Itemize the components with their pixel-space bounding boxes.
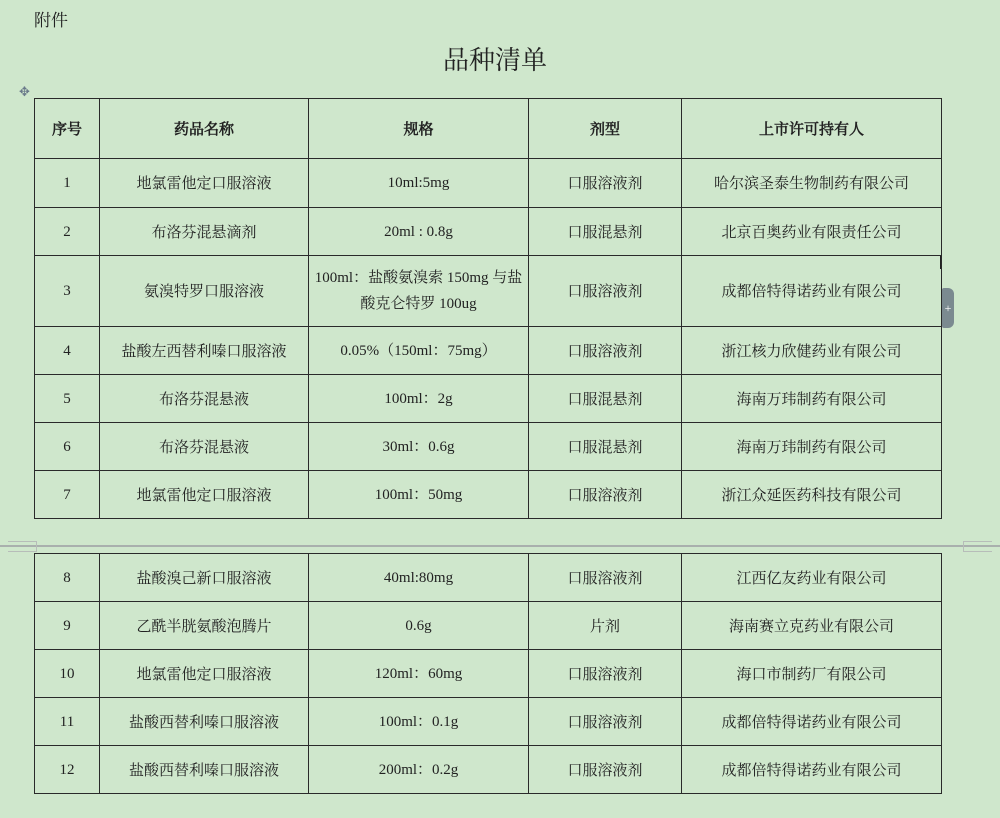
cell-holder: 浙江核力欣健药业有限公司 (682, 327, 942, 375)
cell-holder: 哈尔滨圣泰生物制药有限公司 (682, 159, 942, 208)
cell-spec: 100ml：50mg (309, 471, 529, 519)
cell-holder: 海南万玮制药有限公司 (682, 375, 942, 423)
cell-form: 口服溶液剂 (529, 698, 682, 746)
header-holder: 上市许可持有人 (682, 99, 942, 159)
table-row (35, 208, 942, 256)
table-row (35, 554, 942, 602)
cell-form: 片剂 (529, 602, 682, 650)
cell-no: 6 (35, 423, 100, 471)
cell-form: 口服溶液剂 (529, 159, 682, 208)
variety-table-page1 (34, 98, 942, 519)
cell-name: 氨溴特罗口服溶液 (100, 256, 309, 327)
table-move-handle-icon[interactable]: ✥ (19, 84, 30, 99)
cell-no: 2 (35, 208, 100, 256)
table-row (35, 256, 942, 327)
cell-no: 11 (35, 698, 100, 746)
cell-no: 12 (35, 746, 100, 794)
cell-holder: 海南赛立克药业有限公司 (682, 602, 942, 650)
cell-holder: 浙江众延医药科技有限公司 (682, 471, 942, 519)
cell-spec: 100ml：2g (309, 375, 529, 423)
cell-spec: 200ml：0.2g (309, 746, 529, 794)
cell-holder: 江西亿友药业有限公司 (682, 554, 942, 602)
header-name: 药品名称 (100, 99, 309, 159)
cell-name: 布洛芬混悬滴剂 (100, 208, 309, 256)
cell-holder: 海口市制药厂有限公司 (682, 650, 942, 698)
cell-no: 5 (35, 375, 100, 423)
cell-form: 口服溶液剂 (529, 650, 682, 698)
variety-table-page2 (34, 553, 942, 794)
cell-spec: 40ml:80mg (309, 554, 529, 602)
cell-holder: 成都倍特得诺药业有限公司 (682, 698, 942, 746)
cell-holder: 北京百奥药业有限责任公司 (682, 208, 942, 256)
cell-form: 口服混悬剂 (529, 375, 682, 423)
cell-name: 盐酸西替利嗪口服溶液 (100, 698, 309, 746)
cell-name: 盐酸溴己新口服溶液 (100, 554, 309, 602)
cell-name: 布洛芬混悬液 (100, 423, 309, 471)
table-row (35, 471, 942, 519)
cell-name: 盐酸西替利嗪口服溶液 (100, 746, 309, 794)
table-row (35, 602, 942, 650)
attachment-label: 附件 (34, 11, 68, 31)
table-row (35, 375, 942, 423)
cell-form: 口服混悬剂 (529, 423, 682, 471)
cell-holder: 海南万玮制药有限公司 (682, 423, 942, 471)
cell-form: 口服混悬剂 (529, 208, 682, 256)
header-spec: 规格 (309, 99, 529, 159)
cell-spec: 10ml:5mg (309, 159, 529, 208)
table-row (35, 650, 942, 698)
add-column-button[interactable]: + (942, 288, 954, 328)
cell-spec: 0.6g (309, 602, 529, 650)
cell-name: 乙酰半胱氨酸泡腾片 (100, 602, 309, 650)
cell-no: 3 (35, 256, 100, 327)
cell-spec: 100ml：0.1g (309, 698, 529, 746)
cell-holder: 成都倍特得诺药业有限公司 (682, 256, 942, 327)
cell-form: 口服溶液剂 (529, 554, 682, 602)
cell-spec: 30ml：0.6g (309, 423, 529, 471)
cell-form: 口服溶液剂 (529, 746, 682, 794)
page-break (0, 545, 1000, 547)
cell-name: 地氯雷他定口服溶液 (100, 159, 309, 208)
cell-name: 地氯雷他定口服溶液 (100, 650, 309, 698)
table-row (35, 698, 942, 746)
page-margin-mark-left (8, 541, 37, 552)
cell-no: 1 (35, 159, 100, 208)
cell-no: 7 (35, 471, 100, 519)
page-title: 品种清单 (442, 46, 547, 76)
cell-no: 8 (35, 554, 100, 602)
table-row (35, 159, 942, 208)
cell-spec: 20ml : 0.8g (309, 208, 529, 256)
table-row (35, 327, 942, 375)
cell-no: 10 (35, 650, 100, 698)
cell-name: 地氯雷他定口服溶液 (100, 471, 309, 519)
cell-form: 口服溶液剂 (529, 327, 682, 375)
page-margin-mark-right (963, 541, 992, 552)
cell-no: 4 (35, 327, 100, 375)
cell-holder: 成都倍特得诺药业有限公司 (682, 746, 942, 794)
cell-form: 口服溶液剂 (529, 471, 682, 519)
header-form: 剂型 (529, 99, 682, 159)
cell-spec: 120ml：60mg (309, 650, 529, 698)
cell-spec: 100ml：盐酸氨溴索 150mg 与盐酸克仑特罗 100ug (309, 256, 529, 327)
header-no: 序号 (35, 99, 100, 159)
cell-name: 布洛芬混悬液 (100, 375, 309, 423)
header-row (35, 99, 942, 159)
table-row (35, 423, 942, 471)
cell-name: 盐酸左西替利嗪口服溶液 (100, 327, 309, 375)
cell-no: 9 (35, 602, 100, 650)
cell-form: 口服溶液剂 (529, 256, 682, 327)
table-row (35, 746, 942, 794)
cell-spec: 0.05%（150ml：75mg） (309, 327, 529, 375)
